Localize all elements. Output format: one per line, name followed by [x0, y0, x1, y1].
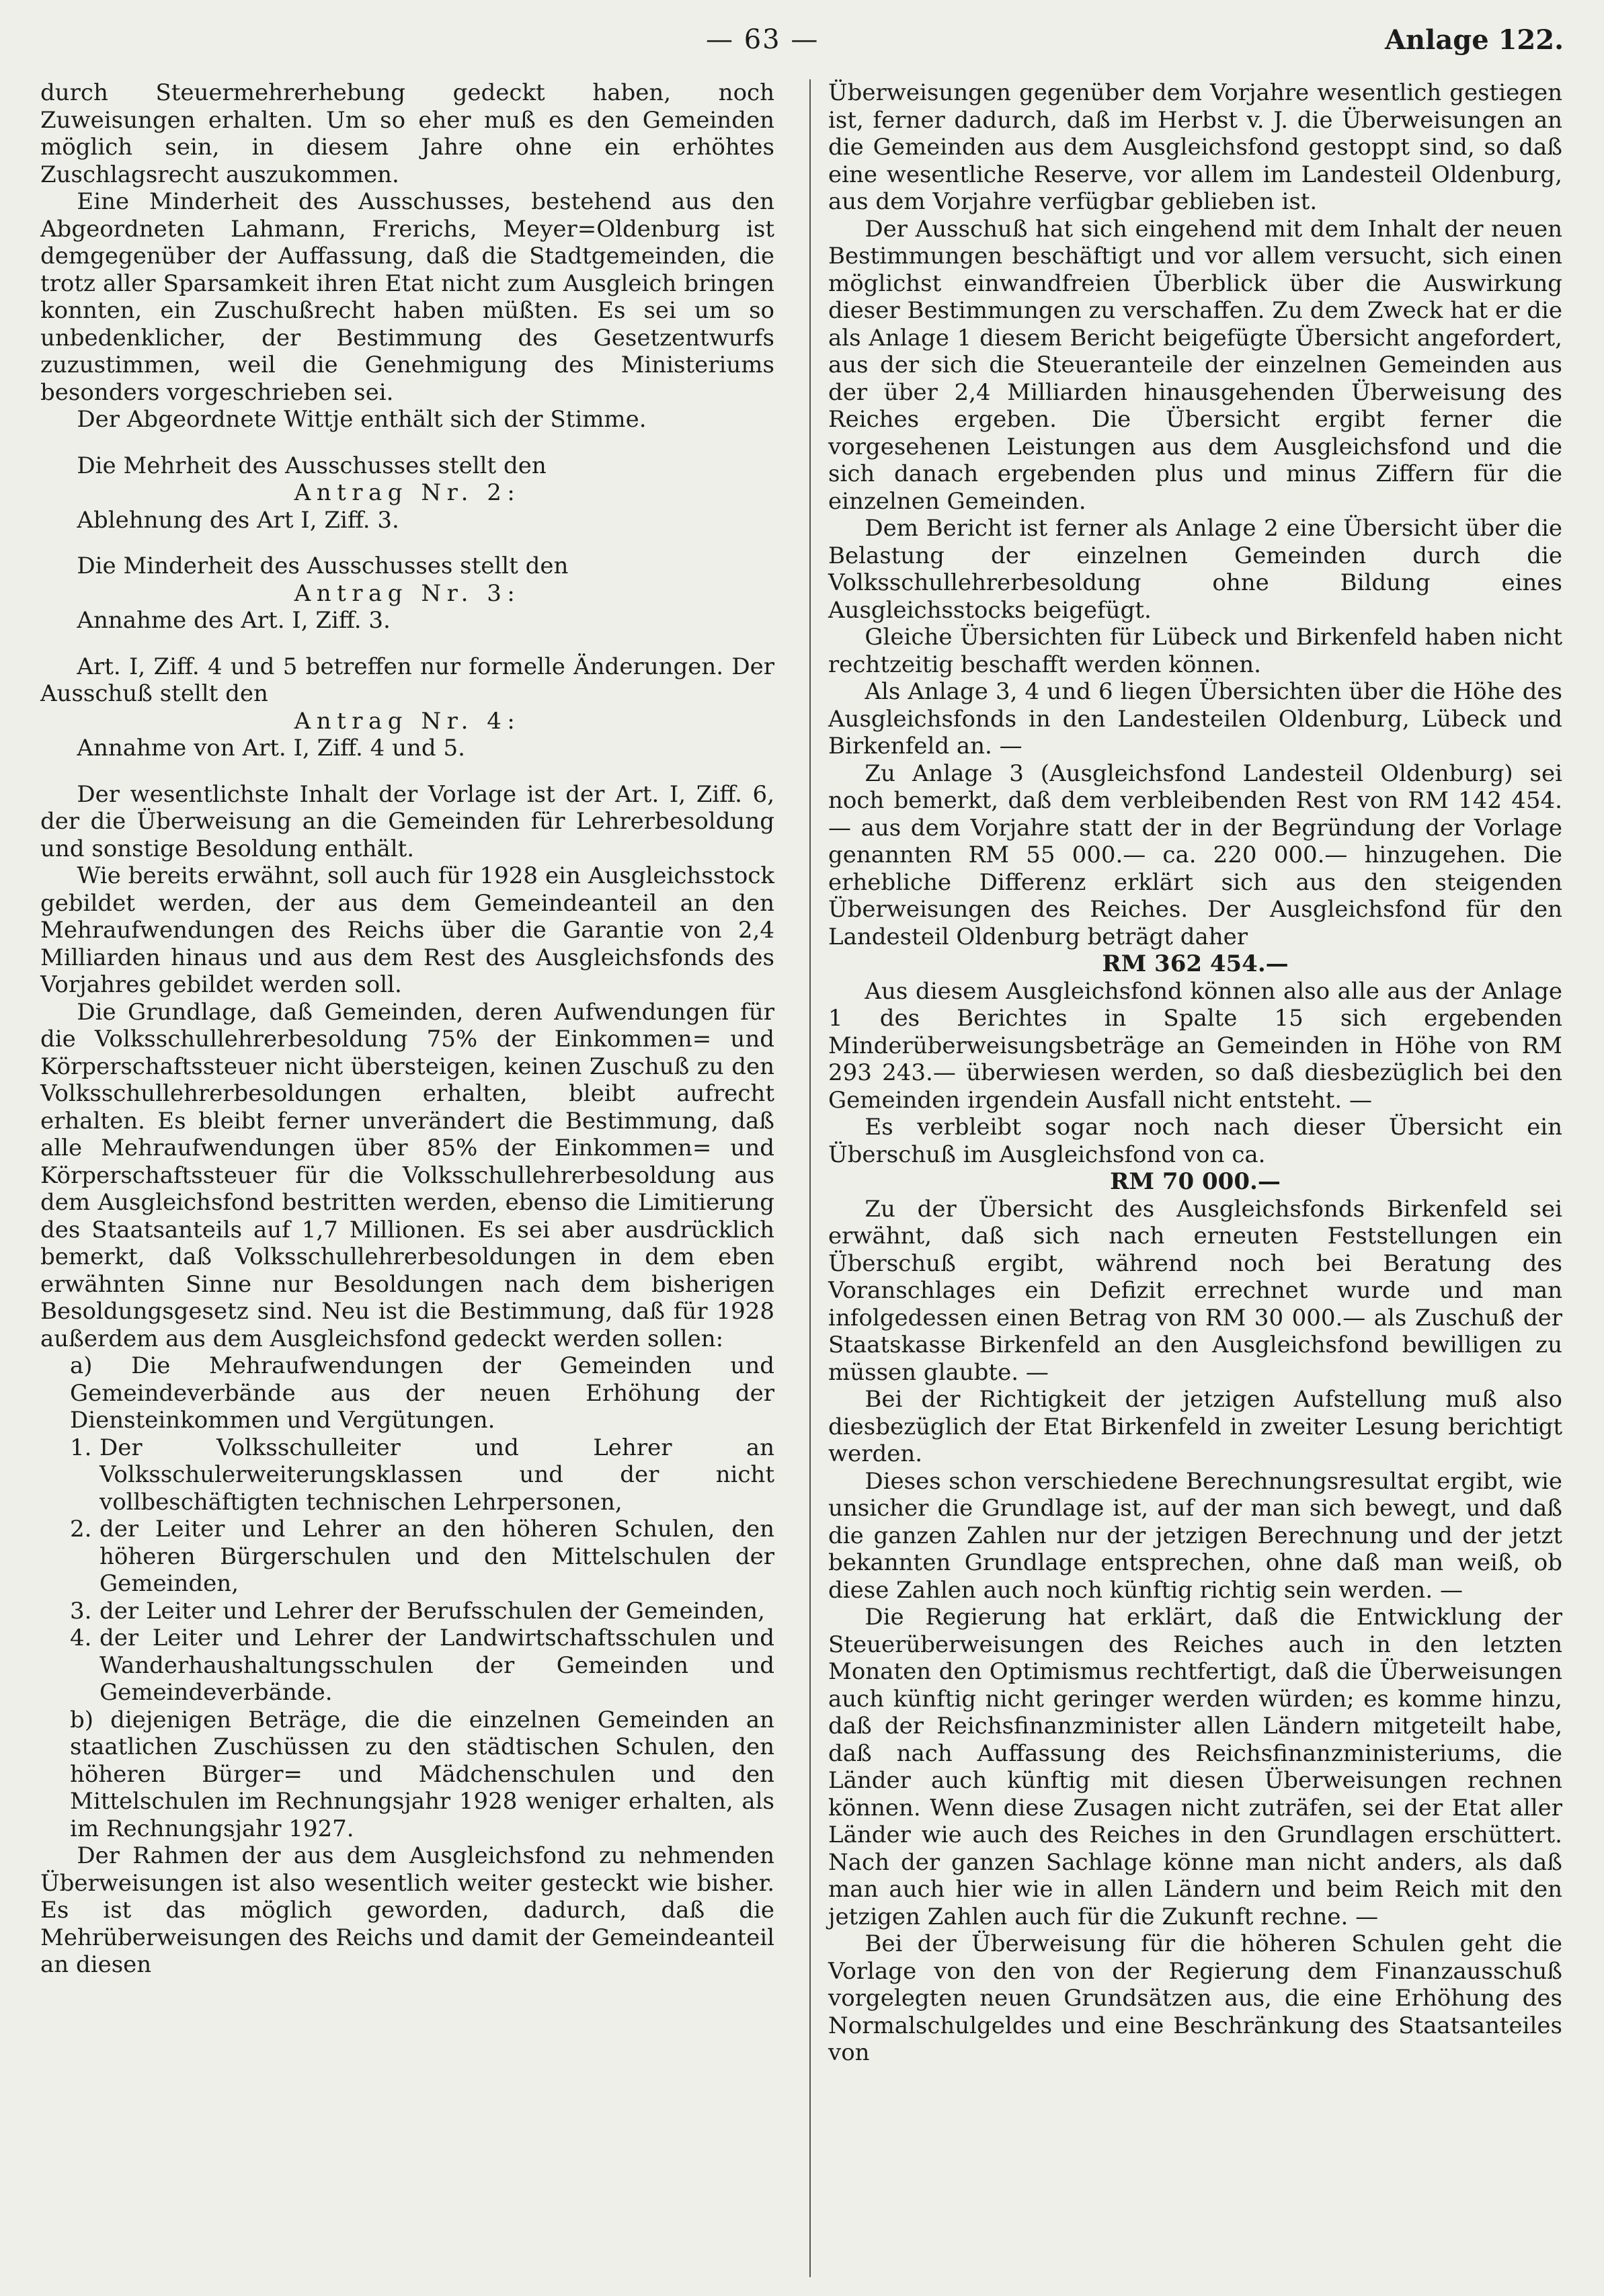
- amount: RM 70 000.—: [1110, 1168, 1281, 1195]
- paragraph: Gleiche Übersichten für Lübeck und Birkenfeld haben nicht rechtzeitig beschafft werden können.: [828, 624, 1562, 678]
- motion-text: Annahme des Art. I, Ziff. 3.: [77, 607, 391, 634]
- list-item: 2. der Leiter und Lehrer an den höheren Schulen, den höheren Bürgerschulen und den Mittelschulen der Gemeinden,: [70, 1516, 774, 1597]
- paragraph: Der Abgeordnete Wittje enthält sich der Stimme.: [77, 406, 647, 433]
- paragraph: durch Steuermehrerhebung gedeckt haben, noch Zuweisungen erhalten. Um so eher muß es den Gemeinden möglich sein, in diesem Jahre ohne ein erhöhtes Zuschlagsrecht auszukommen.: [40, 79, 774, 188]
- paragraph: Art. I, Ziff. 4 und 5 betreffen nur formelle Änderungen. Der Ausschuß stellt den: [40, 653, 774, 707]
- paragraph: Der wesentlichste Inhalt der Vorlage ist der Art. I, Ziff. 6, der die Überweisung an die Gemeinden für Lehrerbesoldung und sonstige Besoldung enthält.: [40, 780, 774, 862]
- paragraph: Es verbleibt sogar noch nach dieser Übersicht ein Überschuß im Ausgleichsfond von ca.: [828, 1114, 1562, 1168]
- column-divider: [809, 79, 811, 2277]
- paragraph: Eine Minderheit des Ausschusses, bestehend aus den Abgeordneten Lahmann, Frerichs, Meyer=Oldenburg ist demgegenüber der Auffassung, daß die Stadtgemeinden, die trotz aller Sparsamkeit ihren Etat nicht zum Ausgleich bringen konnten, ein Zuschußrecht haben müßten. Es sei um so unbedenklicher, der Bestimmung des Gesetzentwurfs zuzustimmen, weil die Genehmigung des Ministeriums besonders vorgeschrieben sei.: [40, 188, 774, 406]
- motion-heading: Antrag Nr. 3:: [294, 579, 521, 607]
- paragraph: Zu Anlage 3 (Ausgleichsfond Landesteil Oldenburg) sei noch bemerkt, daß dem verbleibenden Rest von RM 142 454.— aus dem Vorjahre statt der in der Begründung der Vorlage genannten RM 55 000.— ca. 220 000.— hinzugehen. Die erhebliche Differenz erklärt sich aus den steigenden Überweisungen des Reiches. Der Ausgleichsfond für den Landesteil Oldenburg beträgt daher: [828, 760, 1562, 950]
- paragraph: Bei der Richtigkeit der jetzigen Aufstellung muß also diesbezüglich der Etat Birkenfeld in zweiter Lesung berichtigt werden.: [828, 1386, 1562, 1467]
- paragraph: Bei der Überweisung für die höheren Schulen geht die Vorlage von den von der Regierung dem Finanzausschuß vorgelegten neuen Grundsätzen aus, die eine Erhöhung des Normalschulgeldes und eine Beschränkung des Staatsanteiles von: [828, 1930, 1562, 2066]
- annex-label: Anlage 122.: [1385, 24, 1564, 56]
- page-number: — 63 —: [706, 24, 819, 55]
- paragraph: Überweisungen gegenüber dem Vorjahre wesentlich gestiegen ist, ferner dadurch, daß im Herbst v. J. die Überweisungen an die Gemeinden aus dem Ausgleichsfond gestoppt sind, so daß eine wesentliche Reserve, vor allem im Landesteil Oldenburg, aus dem Vorjahre verfügbar geblieben ist.: [828, 79, 1562, 215]
- motion-intro: Die Mehrheit des Ausschusses stellt den: [77, 452, 547, 479]
- list-item: 3. der Leiter und Lehrer der Berufsschulen der Gemeinden,: [70, 1597, 765, 1625]
- amount: RM 362 454.—: [1102, 950, 1289, 977]
- motion-text: Annahme von Art. I, Ziff. 4 und 5.: [77, 735, 465, 762]
- paragraph: Dem Bericht ist ferner als Anlage 2 eine Übersicht über die Belastung der einzelnen Gemeinden durch die Volksschullehrerbesoldung ohne Bildung eines Ausgleichsstocks beigefügt.: [828, 515, 1562, 624]
- left-column: [40, 79, 774, 1979]
- motion-heading: Antrag Nr. 2:: [294, 479, 521, 506]
- paragraph: Die Regierung hat erklärt, daß die Entwicklung der Steuerüberweisungen des Reiches auch in den letzten Monaten den Optimismus rechtfertigt, daß die Überweisungen auch künftig nicht geringer werden würden; es komme hinzu, daß der Reichsfinanzminister allen Ländern mitgeteilt habe, daß nach Auffassung des Reichsfinanzministeriums, die Länder auch künftig mit diesen Überweisungen rechnen können. Wenn diese Zusagen nicht zuträfen, sei der Etat aller Länder wie auch des Reiches in den Grundlagen erschüttert. Nach der ganzen Sachlage könne man nicht anders, als daß man auch hier wie in allen Ländern und beim Reich mit den jetzigen Zahlen auch für die Zukunft rechne. —: [828, 1604, 1562, 1930]
- motion-text: Ablehnung des Art I, Ziff. 3.: [77, 506, 399, 534]
- paragraph: Der Rahmen der aus dem Ausgleichsfond zu nehmenden Überweisungen ist also wesentlich weiter gesteckt wie bisher. Es ist das möglich geworden, dadurch, daß die Mehrüberweisungen des Reichs und damit der Gemeindeanteil an diesen: [40, 1842, 774, 1978]
- right-column: [828, 79, 1562, 2067]
- paragraph: Wie bereits erwähnt, soll auch für 1928 ein Ausgleichsstock gebildet werden, der aus dem Gemeindeanteil an den Mehraufwendungen des Reichs über die Garantie von 2,4 Milliarden hinaus und aus dem Rest des Ausgleichsfonds des Vorjahres gebildet werden soll.: [40, 862, 774, 998]
- paragraph: Zu der Übersicht des Ausgleichsfonds Birkenfeld sei erwähnt, daß sich nach erneuten Feststellungen ein Überschuß ergibt, während noch bei Beratung des Voranschlages ein Defizit errechnet wurde und man infolgedessen einen Betrag von RM 30 000.— als Zuschuß der Staatskasse Birkenfeld an den Ausgleichsfond bewilligen zu müssen glaubte. —: [828, 1195, 1562, 1386]
- list-item-a: a) Die Mehraufwendungen der Gemeinden und Gemeindeverbände aus der neuen Erhöhung der Diensteinkommen und Vergütungen.: [70, 1352, 774, 1434]
- paragraph: Die Grundlage, daß Gemeinden, deren Aufwendungen für die Volksschullehrerbesoldung 75% der Einkommen= und Körperschaftssteuer nicht übersteigen, keinen Zuschuß zu den Volksschullehrerbesoldungen erhalten, bleibt aufrecht erhalten. Es bleibt ferner unverändert die Bestimmung, daß alle Mehraufwendungen über 85% der Einkommen= und Körperschaftssteuer für die Volksschullehrerbesoldung aus dem Ausgleichsfond bestritten werden, ebenso die Limitierung des Staatsanteils auf 1,7 Millionen. Es sei aber ausdrücklich bemerkt, daß Volksschullehrerbesoldungen in dem eben erwähnten Sinne nur Besoldungen nach dem bisherigen Besoldungsgesetz sind. Neu ist die Bestimmung, daß für 1928 außerdem aus dem Ausgleichsfond gedeckt werden sollen:: [40, 998, 774, 1352]
- motion-intro: Die Minderheit des Ausschusses stellt den: [77, 552, 569, 579]
- paragraph: Dieses schon verschiedene Berechnungsresultat ergibt, wie unsicher die Grundlage ist, auf der man sich bewegt, und daß die ganzen Zahlen nur der jetzigen Berechnung und der jetzt bekannten Grundlage entsprechen, ohne daß man weiß, ob diese Zahlen auch noch künftig richtig sein werden. —: [828, 1467, 1562, 1604]
- page-header: [0, 24, 1604, 65]
- paragraph: Als Anlage 3, 4 und 6 liegen Übersichten über die Höhe des Ausgleichsfonds in den Landesteilen Oldenburg, Lübeck und Birkenfeld an. —: [828, 678, 1562, 760]
- numbered-list: [40, 1434, 774, 1707]
- list-item: 1. Der Volksschulleiter und Lehrer an Volksschulerweiterungsklassen und der nicht vollbeschäftigten technischen Lehrpersonen,: [70, 1434, 774, 1516]
- paragraph: Der Ausschuß hat sich eingehend mit dem Inhalt der neuen Bestimmungen beschäftigt und vor allem versucht, sich einen möglichst einwandfreien Überblick über die Auswirkung dieser Bestimmungen zu verschaffen. Zu dem Zweck hat er die als Anlage 1 diesem Bericht beigefügte Übersicht angefordert, aus der sich die Steueranteile der einzelnen Gemeinden aus der über 2,4 Milliarden hinausgehenden Überweisung des Reiches ergeben. Die Übersicht ergibt ferner die vorgesehenen Leistungen aus dem Ausgleichsfond und die sich danach ergebenden plus und minus Ziffern für die einzelnen Gemeinden.: [828, 215, 1562, 515]
- paragraph: Aus diesem Ausgleichsfond können also alle aus der Anlage 1 des Berichtes in Spalte 15 sich ergebenden Minderüberweisungsbeträge an Gemeinden in Höhe von RM 293 243.— überwiesen werden, so daß diesbezüglich bei den Gemeinden irgendein Ausfall nicht entsteht. —: [828, 977, 1562, 1114]
- list-item: 4. der Leiter und Lehrer der Landwirtschaftsschulen und Wanderhaushaltungsschulen der Gemeinden und Gemeindeverbände.: [70, 1625, 774, 1706]
- list-item-b: b) diejenigen Beträge, die die einzelnen Gemeinden an staatlichen Zuschüssen zu den städtischen Schulen, den höheren Bürger= und Mädchenschulen und den Mittelschulen im Rechnungsjahr 1928 weniger erhalten, als im Rechnungsjahr 1927.: [70, 1706, 774, 1842]
- motion-heading: Antrag Nr. 4:: [294, 707, 521, 735]
